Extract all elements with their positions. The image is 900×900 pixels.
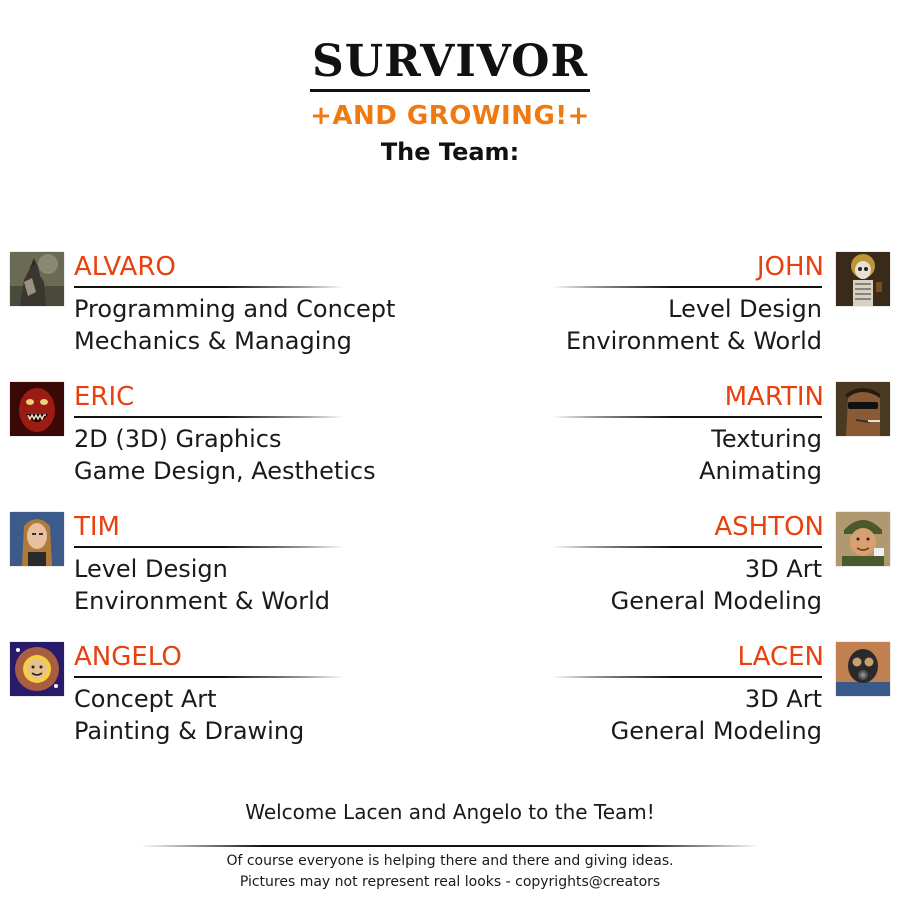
member-role-primary: Level Design <box>668 295 822 323</box>
page-title: SURVIVOR <box>0 36 900 87</box>
soldier-avatar-icon <box>836 512 890 566</box>
member-name: ANGELO <box>74 642 182 672</box>
member-role-secondary: Game Design, Aesthetics <box>74 457 376 485</box>
name-divider <box>552 416 822 418</box>
name-divider <box>74 676 344 678</box>
member-role-secondary: Mechanics & Managing <box>74 327 352 355</box>
member-name: ERIC <box>74 382 135 412</box>
member-role-primary: 2D (3D) Graphics <box>74 425 282 453</box>
member-eric <box>0 382 440 492</box>
footnote-line-2: Pictures may not represent real looks - copyrights@creators <box>239 874 661 890</box>
member-role-primary: 3D Art <box>744 685 822 713</box>
member-alvaro <box>0 252 440 362</box>
member-name: ALVARO <box>74 252 176 282</box>
skeleton-avatar-icon <box>836 252 890 306</box>
member-name: ASHTON <box>714 512 824 542</box>
member-name: LACEN <box>737 642 824 672</box>
member-role-secondary: Environment & World <box>74 587 330 615</box>
member-name: JOHN <box>756 252 824 282</box>
member-role-primary: Texturing <box>711 425 822 453</box>
welcome-message: Welcome Lacen and Angelo to the Team! <box>245 800 655 824</box>
sunglasses-avatar-icon <box>836 382 890 436</box>
member-angelo <box>0 642 440 752</box>
footer-divider <box>140 845 760 847</box>
member-john <box>460 252 900 362</box>
name-divider <box>74 286 344 288</box>
member-role-primary: Concept Art <box>74 685 217 713</box>
team-heading: The Team: <box>380 138 520 166</box>
cosmic-face-avatar-icon <box>10 642 64 696</box>
name-divider <box>74 416 344 418</box>
member-role-primary: Level Design <box>74 555 228 583</box>
member-name: TIM <box>74 512 120 542</box>
member-role-secondary: General Modeling <box>610 717 822 745</box>
member-name: MARTIN <box>724 382 824 412</box>
member-tim <box>0 512 440 622</box>
member-ashton <box>460 512 900 622</box>
member-lacen <box>460 642 900 752</box>
wolf-avatar-icon <box>10 252 64 306</box>
member-role-secondary: Environment & World <box>566 327 822 355</box>
member-martin <box>460 382 900 492</box>
footnote-line-1: Of course everyone is helping there and there and giving ideas. <box>226 853 674 869</box>
name-divider <box>552 546 822 548</box>
member-role-secondary: General Modeling <box>610 587 822 615</box>
name-divider <box>74 546 344 548</box>
member-role-secondary: Painting & Drawing <box>74 717 305 745</box>
longhair-avatar-icon <box>10 512 64 566</box>
name-divider <box>552 286 822 288</box>
name-divider <box>552 676 822 678</box>
zombie-avatar-icon <box>10 382 64 436</box>
member-role-secondary: Animating <box>699 457 822 485</box>
page-subtitle: +AND GROWING!+ <box>310 101 590 131</box>
member-role-primary: 3D Art <box>744 555 822 583</box>
member-role-primary: Programming and Concept <box>74 295 396 323</box>
gasmask-avatar-icon <box>836 642 890 696</box>
